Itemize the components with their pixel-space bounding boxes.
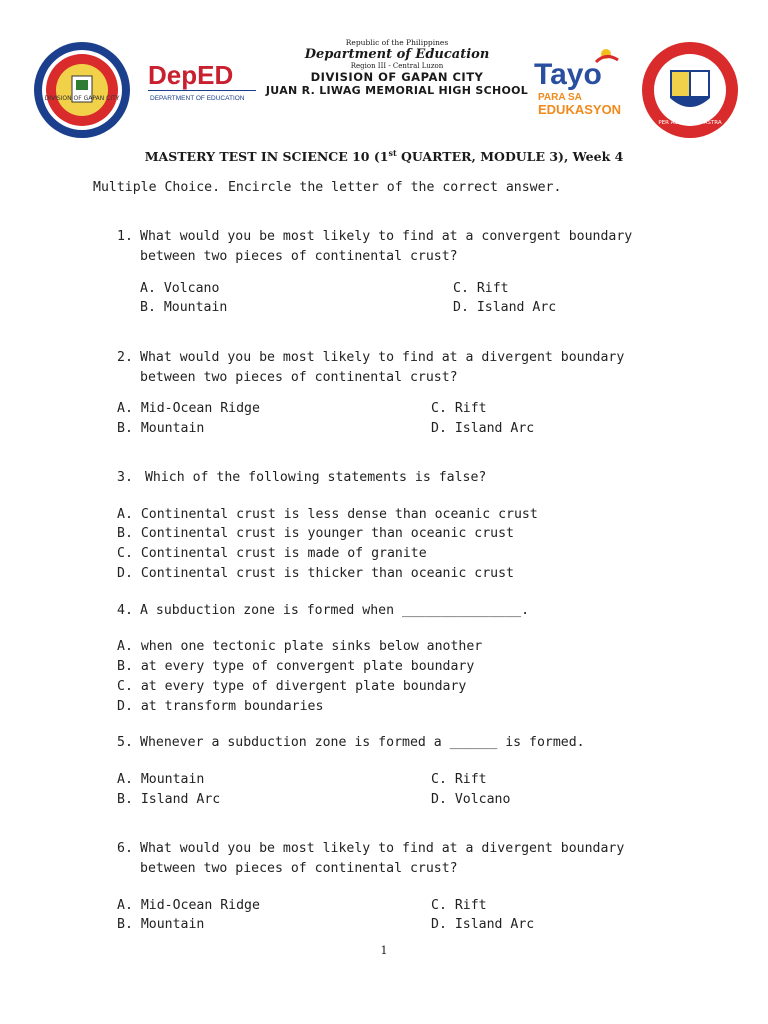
school-motto: PER ASPERA AD ASTRA [658, 120, 722, 126]
option-b[interactable]: B. Mountain [117, 421, 205, 436]
option-d[interactable]: D. Volcano [431, 792, 511, 807]
option-d[interactable]: D. Island Arc [453, 300, 557, 315]
question-number: 6. [117, 841, 133, 856]
division-seal-logo [32, 40, 132, 140]
department-line: Department of Education [304, 47, 490, 62]
title-suffix: QUARTER, MODULE 3), Week 4 [396, 149, 624, 165]
option-c[interactable]: C. at every type of divergent plate boundary [117, 679, 467, 694]
question-text-line: between two pieces of continental crust? [140, 861, 458, 876]
tayo-para-sa-edukasyon-logo [532, 44, 640, 120]
question-text-line: A subduction zone is formed when _______________. [140, 603, 530, 618]
question-text-line: What would you be most likely to find at a divergent boundary [140, 841, 625, 856]
option-a[interactable]: A. Mountain [117, 772, 205, 787]
deped-logo [146, 54, 258, 110]
seal-year: DIVISION OF GAPAN CITY [44, 95, 120, 102]
school-line: JUAN R. LIWAG MEMORIAL HIGH SCHOOL [265, 84, 529, 97]
page-number: 1 [380, 944, 388, 957]
title-sup: st [388, 148, 397, 158]
question-text-line: between two pieces of continental crust? [140, 249, 458, 264]
option-b[interactable]: B. Island Arc [117, 792, 221, 807]
test-title [0, 148, 768, 164]
question-number: 4. [117, 603, 133, 618]
option-c[interactable]: C. Rift [431, 898, 487, 913]
option-a[interactable]: A. Mid-Ocean Ridge [117, 898, 260, 913]
option-a[interactable]: A. Volcano [140, 281, 220, 296]
title-prefix: MASTERY TEST IN SCIENCE 10 (1 [144, 149, 389, 165]
division-line: DIVISION OF GAPAN CITY [310, 70, 484, 84]
question-number: 5. [117, 735, 133, 750]
tayo-sub1: PARA SA [538, 92, 582, 103]
region-line: Region III - Central Luzon [350, 62, 444, 70]
question-number: 2. [117, 350, 133, 365]
option-b[interactable]: B. at every type of convergent plate boundary [117, 659, 475, 674]
option-b[interactable]: B. Mountain [117, 917, 205, 932]
option-a[interactable]: A. Mid-Ocean Ridge [117, 401, 260, 416]
option-c[interactable]: C. Rift [431, 772, 487, 787]
school-seal-logo [640, 40, 740, 140]
tayo-wordmark: Tayo [534, 58, 602, 91]
option-b[interactable]: B. Continental crust is younger than oceanic crust [117, 526, 514, 541]
option-d[interactable]: D. at transform boundaries [117, 699, 324, 714]
option-b[interactable]: B. Mountain [140, 300, 228, 315]
letterhead-text [262, 38, 532, 97]
option-c[interactable]: C. Rift [453, 281, 509, 296]
option-c[interactable]: C. Continental crust is made of granite [117, 546, 427, 561]
tayo-sub2: EDUKASYON [538, 102, 622, 117]
option-d[interactable]: D. Continental crust is thicker than oceanic crust [117, 566, 514, 581]
option-c[interactable]: C. Rift [431, 401, 487, 416]
question-text-line: What would you be most likely to find at a divergent boundary [140, 350, 625, 365]
question-number: 3. [117, 470, 133, 485]
option-a[interactable]: A. when one tectonic plate sinks below another [117, 639, 483, 654]
deped-subtitle: DEPARTMENT OF EDUCATION [150, 95, 245, 102]
question-number: 1. [117, 229, 133, 244]
question-text-line: Which of the following statements is false? [137, 470, 487, 485]
option-a[interactable]: A. Continental crust is less dense than oceanic crust [117, 507, 538, 522]
option-d[interactable]: D. Island Arc [431, 917, 535, 932]
question-text-line: What would you be most likely to find at a convergent boundary [140, 229, 633, 244]
option-d[interactable]: D. Island Arc [431, 421, 535, 436]
instructions: Multiple Choice. Encircle the letter of the correct answer. [93, 180, 562, 195]
question-text-line: Whenever a subduction zone is formed a ______ is formed. [140, 735, 585, 750]
letterhead [0, 34, 768, 130]
deped-wordmark: DepED [148, 60, 234, 90]
question-text-line: between two pieces of continental crust? [140, 370, 458, 385]
republic-line: Republic of the Philippines [345, 38, 449, 47]
